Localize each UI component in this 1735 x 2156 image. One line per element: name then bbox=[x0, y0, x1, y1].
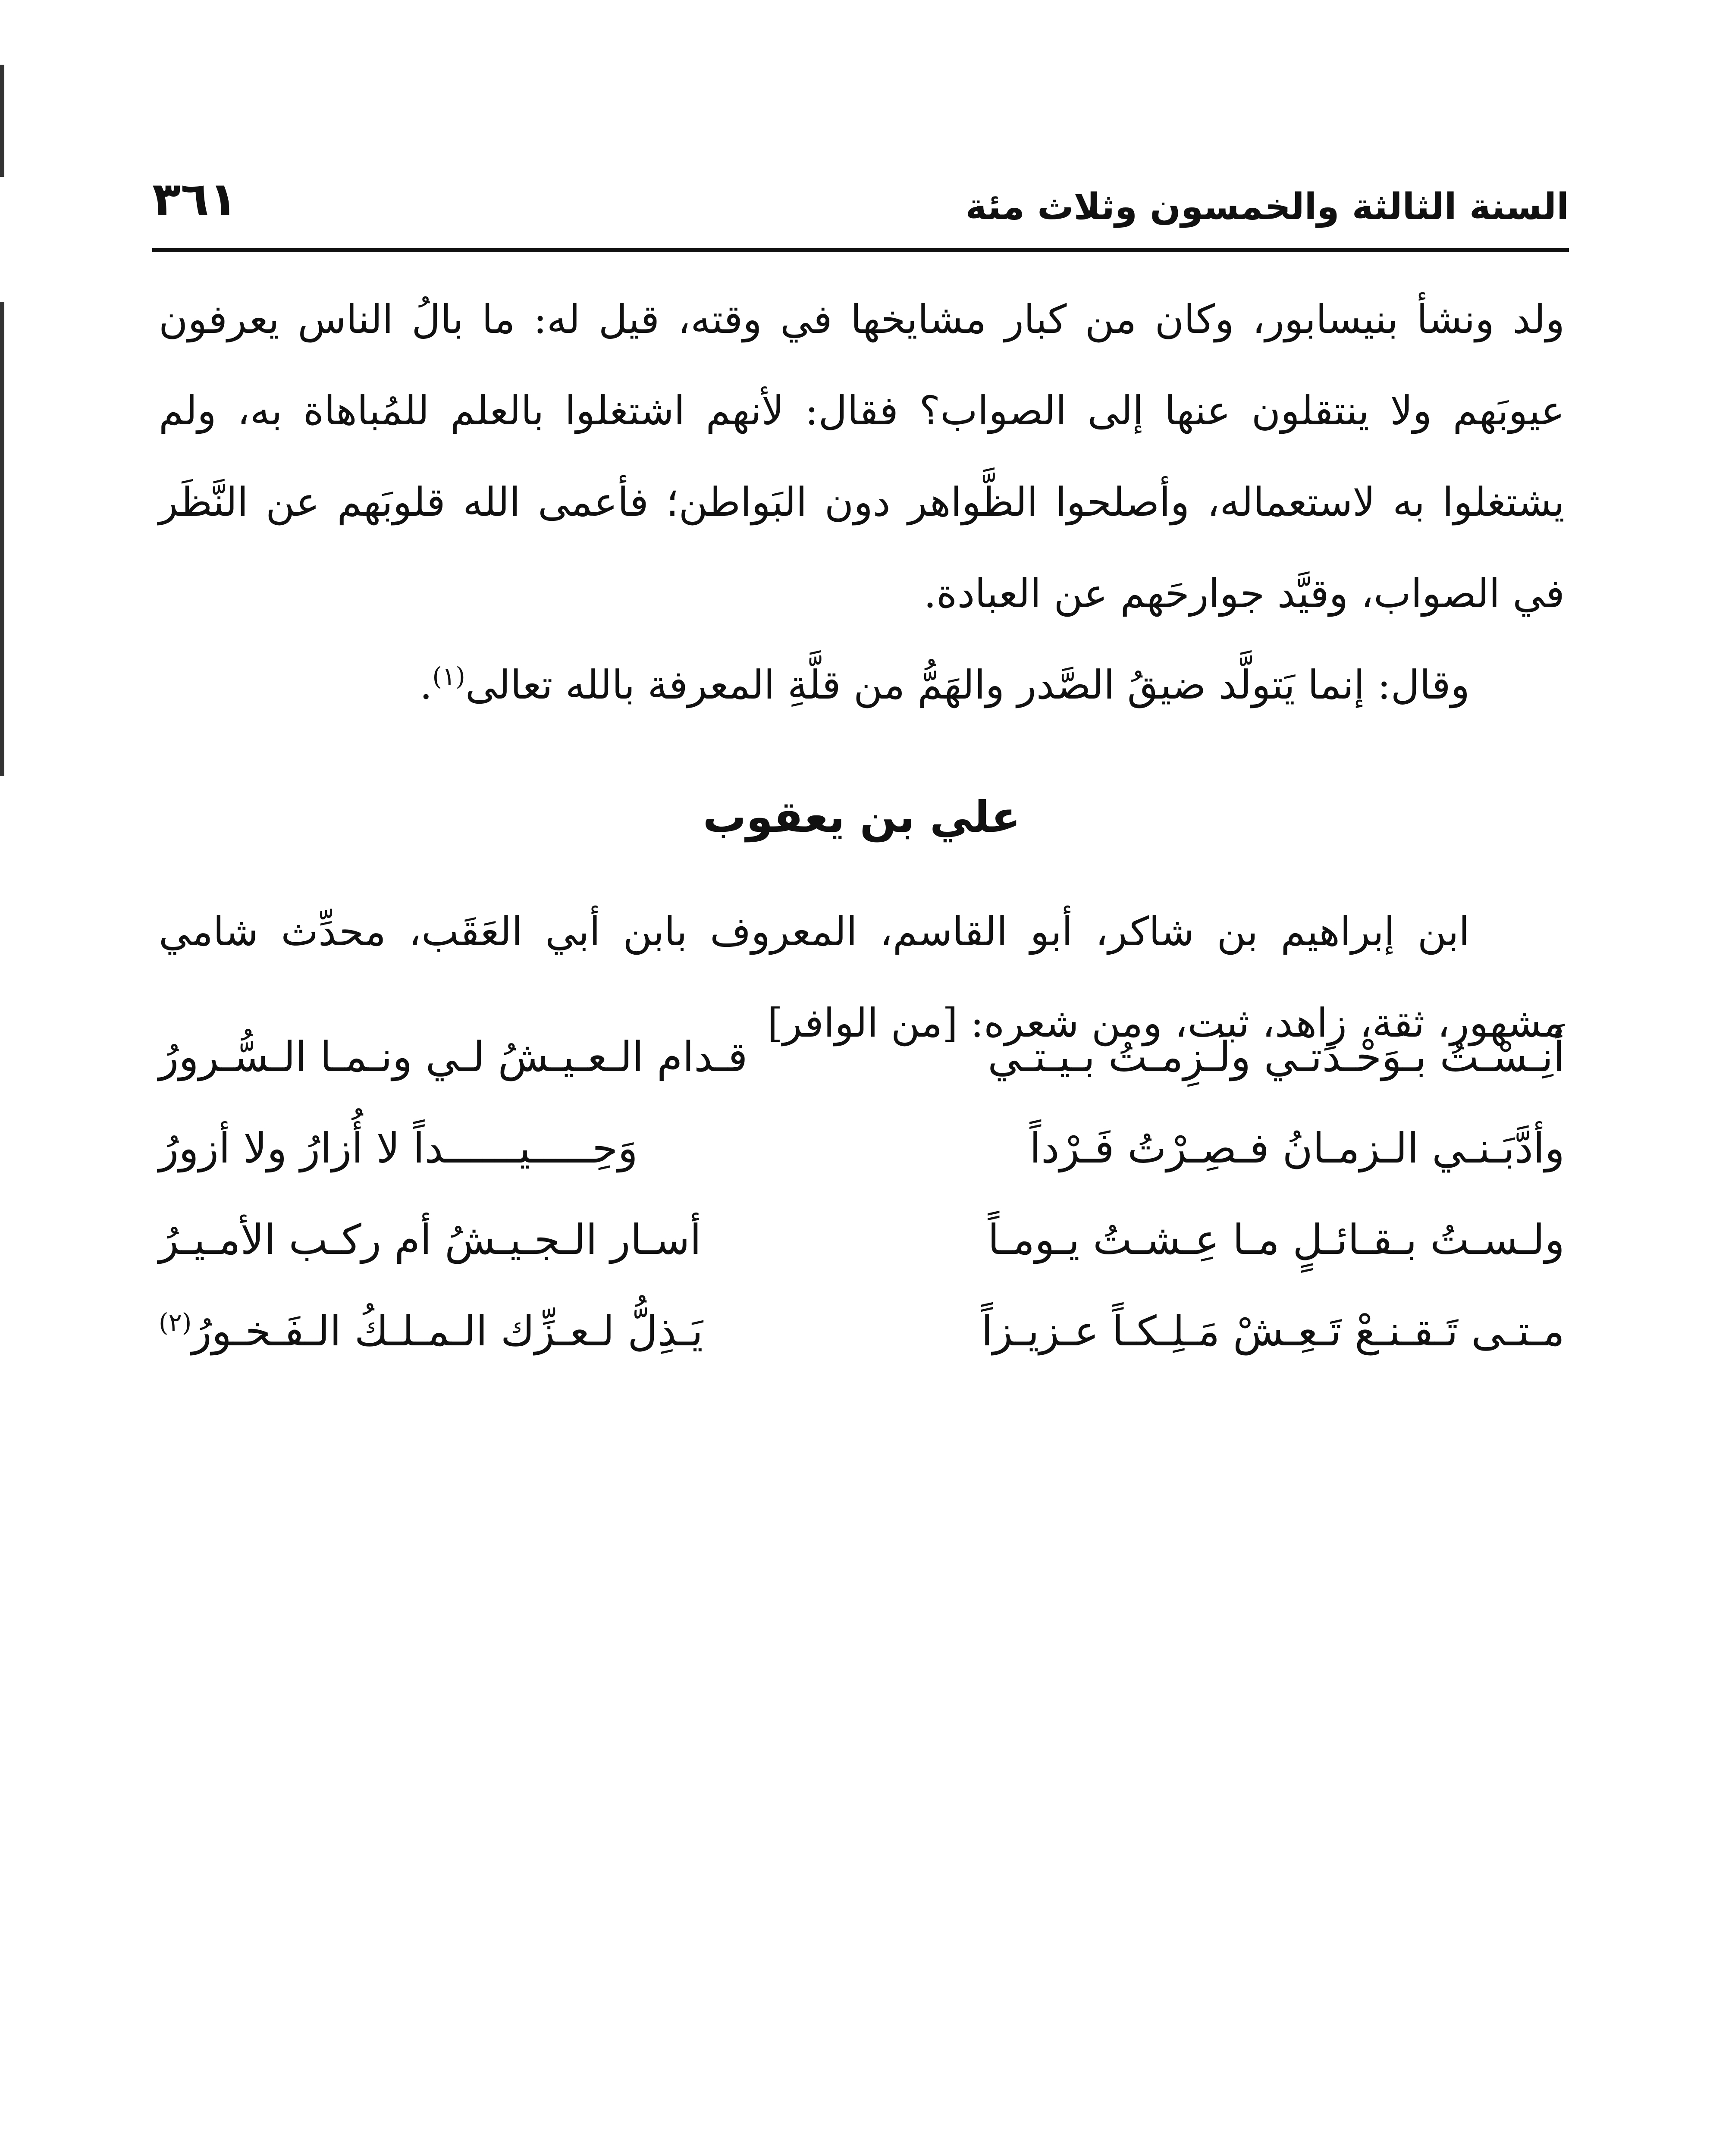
paragraph bbox=[159, 639, 1565, 731]
verse bbox=[159, 1024, 1565, 1116]
header-rule bbox=[152, 248, 1569, 252]
poem bbox=[159, 1024, 1565, 1390]
first-hemistich: ولـسـتُ بـقـائـلٍ مـا عِـشـتُ يـومـاً bbox=[988, 1216, 1565, 1264]
second-hemistich: وَحِـــــيــــــداً لا أُزارُ ولا أزورُ bbox=[159, 1124, 638, 1172]
poetic-meter-label: [من الوافر] bbox=[767, 1000, 958, 1046]
first-hemistich: وأدَّبَـنـي الـزمـانُ فـصِـرْتُ فَـرْداً bbox=[1029, 1124, 1565, 1172]
main-text bbox=[159, 274, 1565, 1069]
verse bbox=[159, 1116, 1565, 1207]
running-title: السنة الثالثة والخمسون وثلاث مئة bbox=[965, 185, 1569, 228]
biography-text: ابن إبراهيم بن شاكر، أبو القاسم، المعروف بابن أبي العَقَب، محدِّث شامي مشهور، ثقة، زاهد، ثبت، ومن شعره: bbox=[159, 909, 1565, 1046]
paragraph: ولد ونشأ بنيسابور، وكان من كبار مشايخها في وقته، قيل له: ما بالُ الناس يعرفون عيوبَهم ولا ينتقلون عنها إلى الصواب؟ فقال: لأنهم اشتغلوا بالعلم للمُباهاة به، ولم يشتغلوا به لاستعماله، وأصلحوا الظَّواهر دون البَواطن؛ فأعمى الله قلوبَهم عن النَّظَر في الصواب، وقيَّد جوارحَهم عن العبادة. bbox=[159, 296, 1565, 617]
footnote-ref: (١) bbox=[432, 661, 465, 691]
verse bbox=[159, 1207, 1565, 1298]
scan-edge-mark bbox=[0, 302, 4, 776]
paragraph-end: . bbox=[420, 662, 433, 708]
hemistich-text: يَـذِلُّ لـعـزِّك الـمـلـكُ الـفَـخـورُ bbox=[191, 1307, 703, 1355]
footnote-ref: (٢) bbox=[159, 1308, 192, 1337]
second-hemistich: قـدام الـعـيـشُ لـي ونـمـا الـسُّـرورُ bbox=[159, 1033, 748, 1081]
paragraph-text: وقال: إنما يَتولَّد ضيقُ الصَّدر والهَمُّ من قلَّةِ المعرفة بالله تعالى bbox=[465, 662, 1470, 708]
page-number: ٣٦١ bbox=[152, 172, 238, 226]
verse bbox=[159, 1298, 1565, 1390]
first-hemistich: مـتـى تَـقـنـعْ تَـعِـشْ مَـلِـكـاً عـزيـزاً bbox=[981, 1307, 1565, 1355]
scan-edge-mark bbox=[0, 65, 4, 177]
section-heading: علي بن يعقوب bbox=[703, 792, 1021, 842]
first-hemistich: أَنِـسْـتُ بـوَحْـدَتـي ولَـزِمـتُ بـيـتـي bbox=[988, 1033, 1565, 1081]
second-hemistich bbox=[159, 1307, 806, 1355]
running-header bbox=[152, 172, 1569, 246]
second-hemistich: أسـار الـجـيـشُ أم ركـب الأمـيـرُ bbox=[159, 1216, 702, 1264]
